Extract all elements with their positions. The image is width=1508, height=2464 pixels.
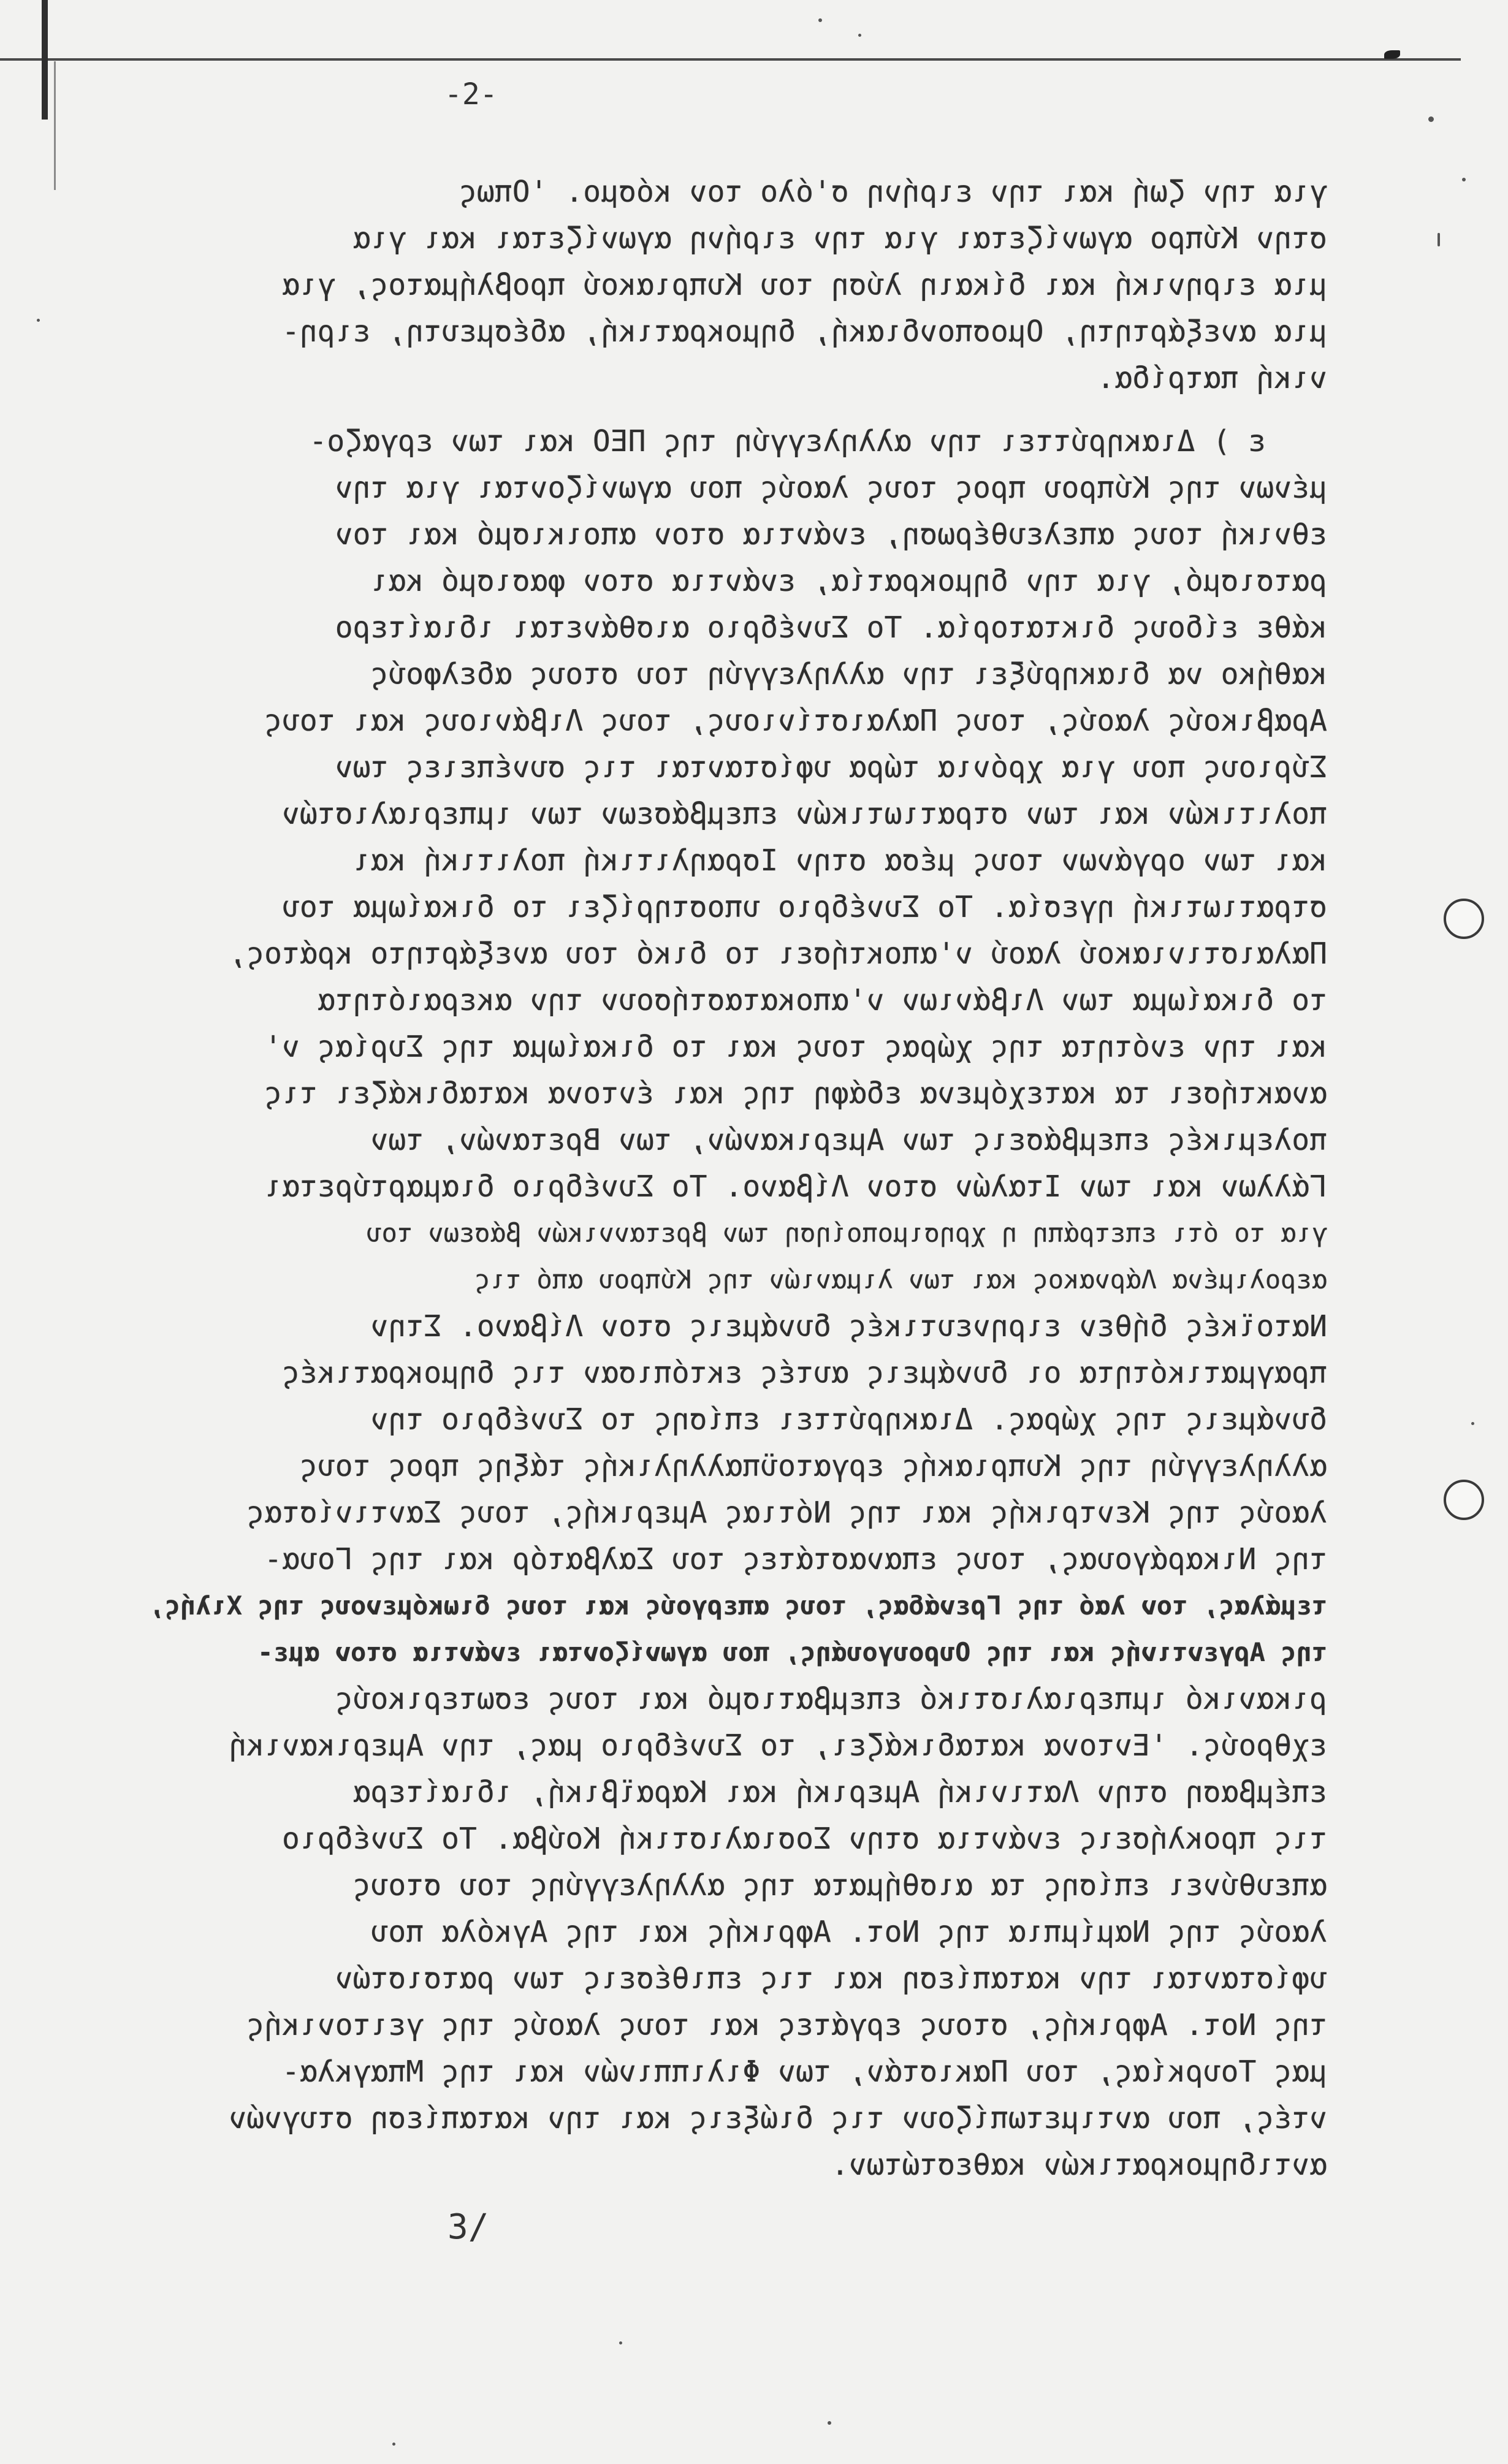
text-line: υφίστανται την καταπίεση και τις επιθέσεις των ρατσιστών	[335, 1961, 1327, 1996]
text-line: Αραβικούς λαούς, τους Παλαιστίνιους, τους Λιβάνιους και τους	[264, 704, 1327, 738]
text-line: εθνική τους απελευθέρωση, ενάντια στον αποικισμό και τον	[335, 517, 1327, 552]
text-line: λαούς της Ναμίμπια της Νοτ. Αφρικής και της Αγκόλα που	[370, 1915, 1327, 1949]
text-line: της Αργεντινής και της Ουρουγουάης, που αγωνίζονται ενάντια στον αμε-	[257, 1637, 1327, 1667]
text-line: και των οργάνων τους μέσα στην Ισραηλιτική πολιτική και	[352, 843, 1327, 878]
text-line: για την ζωή και την ειρήνη σ'όλο τον κόσμο. 'Οπως	[459, 175, 1327, 209]
text-line: εχθρούς. 'Εντονα καταδικάζει, το Συνέδριο μας, την Αμερικανική	[229, 1728, 1327, 1763]
text-line: καθήκο να διακηρύξει την αλληλεγγύη του στους αδελφούς	[370, 657, 1327, 691]
text-line: απευθύνει επίσης τα αισθήματα της αλληλεγγύης του στους	[352, 1868, 1327, 1903]
text-line: Σύριους που για χρόνια τώρα υφίστανται τις συνέπειες των	[335, 750, 1327, 785]
text-line: κάθε είδους δικτατορία. Το Συνέδριο αισθάνεται ιδιαίτερο	[335, 610, 1327, 645]
text-line: στρατιωτική ηγεσία. Το Συνέδριο υποστηρίζει το δικαίωμα του	[281, 890, 1327, 924]
text-line: ε ) Διακηρύττει την αλληλεγγύη της ΠΕΟ και των εργαζο-	[309, 424, 1266, 458]
text-line: Παλαιστινιακού λαού ν'αποκτήσει το δικό του ανεξάρτητο κράτος,	[229, 937, 1327, 971]
text-line: της Νοτ. Αφρικής, στους εργάτες και τους λαούς της γειτονικής	[246, 2008, 1327, 2042]
text-line: δυνάμεις της χώρας. Διακηρύττει επίσης το Συνέδριο την	[370, 1402, 1327, 1437]
text-line: πολιτικών και των στρατιωτικών επεμβάσεων των ιμπεριαλιστών	[281, 797, 1327, 831]
text-line: μια ειρηνική και δίκαιη λύση του Κυπριακού προβλήματος, για	[281, 268, 1327, 302]
text-line: αντιδημοκρατικών καθεστώτων.	[831, 2148, 1327, 2182]
text-line: νική πατρίδα.	[1097, 361, 1327, 395]
text-line: το δικαίωμα των Λιβάνιων ν'αποκαταστήσουν την ακεραιότητα	[317, 983, 1327, 1017]
text-line: επέμβαση στην Λατινική Αμερική και Καραϊβική, ιδιαίτερα	[352, 1775, 1327, 1809]
text-line: μια ανεξάρτητη, Ομοσπονδιακή, δημοκρατική, αδέσμευτη, ειρη-	[281, 314, 1327, 349]
text-line: της Νικαράγουας, τους επαναστάτες του Σαλβατόρ και της Γουα-	[264, 1542, 1327, 1576]
text-line: τις προκλήσεις ενάντια στην Σοσιαλιστική Κούβα. Το Συνέδριο	[281, 1822, 1327, 1856]
paragraph-1	[28, 169, 1327, 401]
text-line: πραγματικότητα οι δυνάμεις αυτές εκτόπισαν τις δημοκρατικές	[281, 1356, 1327, 1390]
text-line: ρατσισμό, για την δημοκρατία, ενάντια στον φασισμό και	[370, 564, 1327, 598]
text-line: αλληλεγγύη της Κυπριακής εργατοϋπαλληλικής τάξης προς τους	[299, 1449, 1327, 1483]
text-line: τεμάλας, τον λαό της Γρενάδας, τους απεργούς και τους διωκόμενους της Χιλής,	[149, 1591, 1327, 1621]
text-line: μένων της Κύπρου προς τους λαούς που αγωνίζονται για την	[335, 471, 1327, 505]
text-line: Γάλλων και των Ιταλών στον Λίβανο. Το Συνέδριο διαμαρτύρεται	[264, 1169, 1327, 1204]
text-line: λαούς της Κεντρικής και της Νότιας Αμερικής, τους Σαντινίστας	[246, 1496, 1327, 1530]
text-line: ανακτήσει τα κατεχόμενα εδάφη της και έντονα καταδικάζει τις	[264, 1076, 1327, 1111]
text-line: πολεμικές επεμβάσεις των Αμερικανών, των Βρετανών, των	[370, 1123, 1327, 1157]
text-line: για το ότι επετράπη η χρησιμοποίηση των βρεταννικών βάσεων του	[366, 1218, 1327, 1248]
text-line: αερολιμένα Λάρνακος και των λιμανιών της Κύπρου από τις	[474, 1264, 1327, 1295]
continuation-mark: 3/	[447, 2207, 489, 2247]
text-line: ρικανικό ιμπεριαλιστικό επεμβατισμό και τους εσωτερικούς	[335, 1682, 1327, 1716]
text-line: στην Κύπρο αγωνίζεται για την ειρήνη αγωνίζεται και για	[352, 221, 1327, 256]
text-line: ντές, που αντιμετωπίζουν τις διώξεις και την καταπίεση στυγνών	[229, 2101, 1327, 2135]
paragraph-e	[28, 418, 1327, 2188]
text-line: μας Τουρκίας, του Πακιστάν, των Φιλιππινών και της Μπαγκλα-	[281, 2055, 1327, 2089]
text-line: και την ενότητα της χώρας τους και το δικαίωμα της Συρίας ν'	[264, 1030, 1327, 1064]
page-number: -2-	[444, 77, 498, 112]
text-line: Νατοϊκές δήθεν ειρηνευτικές δυνάμεις στον Λίβανο. Στην	[370, 1309, 1327, 1344]
